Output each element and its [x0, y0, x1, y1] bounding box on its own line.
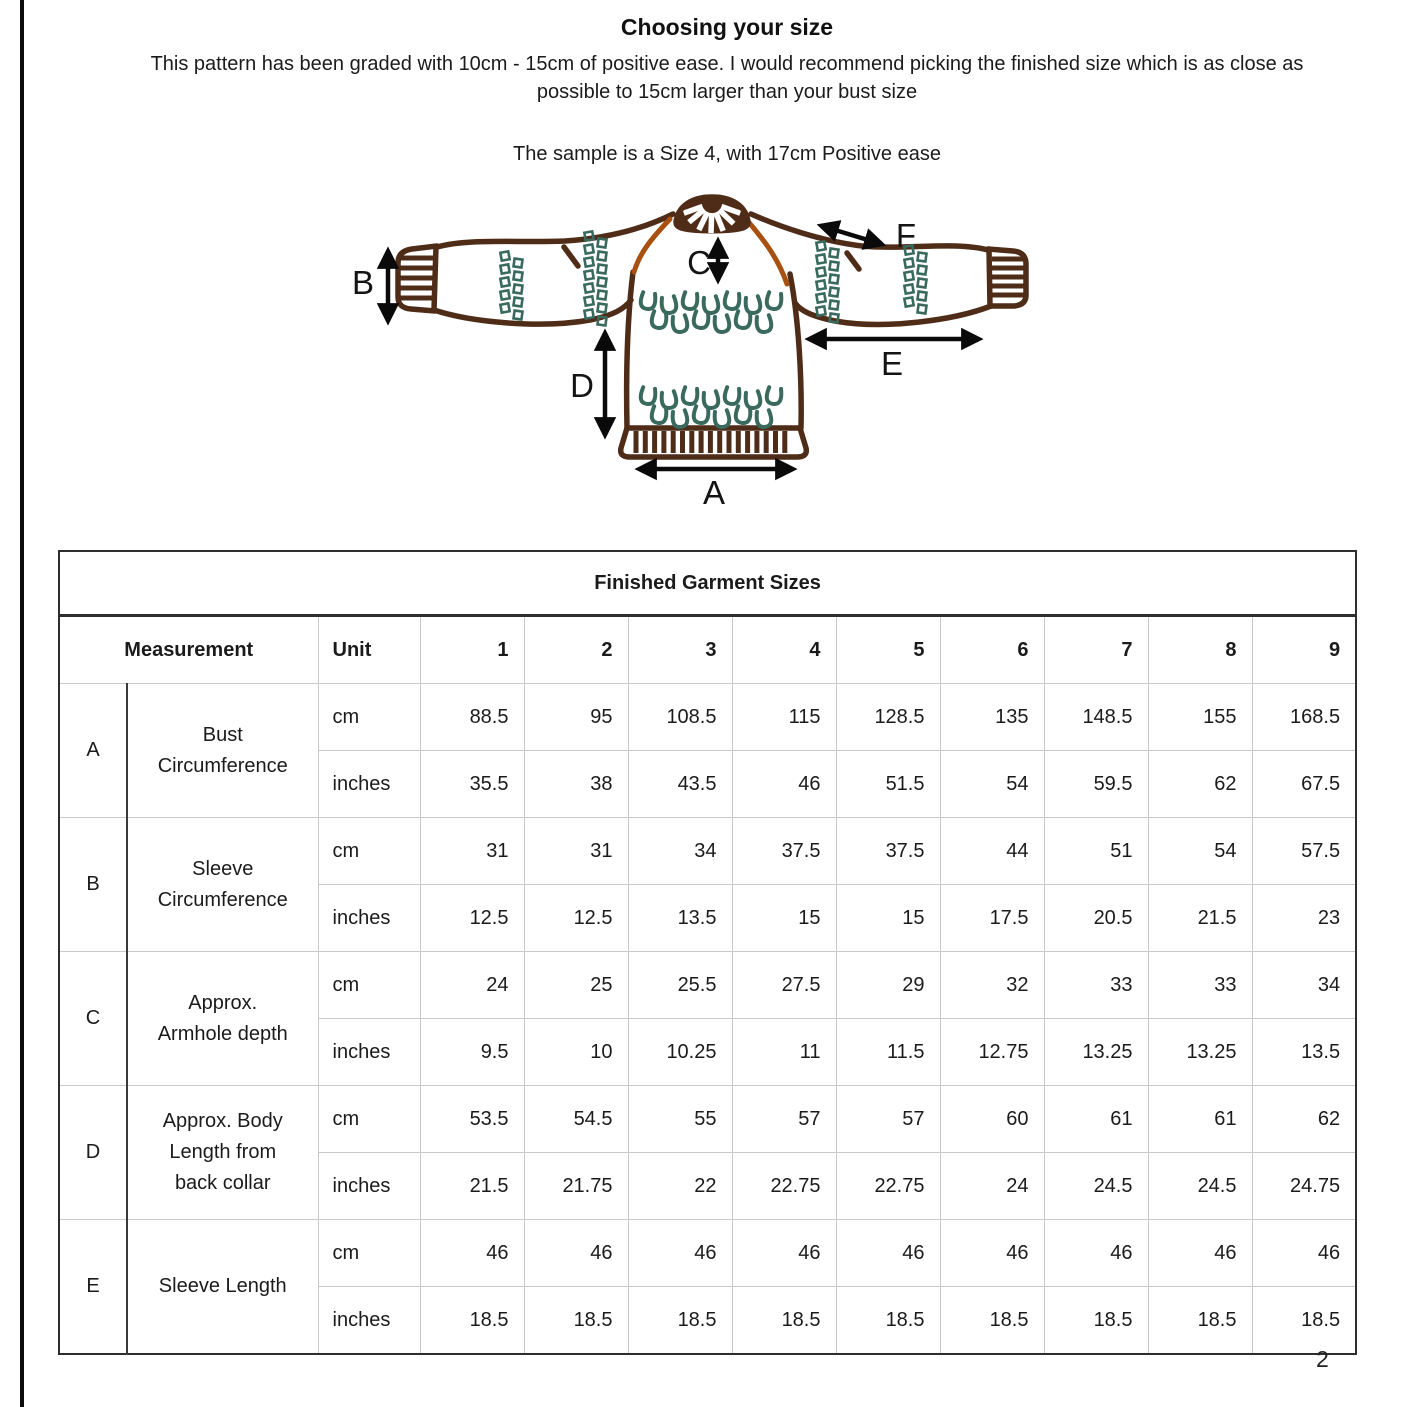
measurement-name: Approx. Armhole depth	[127, 952, 318, 1086]
size-value-cell: 46	[732, 1220, 836, 1287]
size-value-cell: 12.75	[940, 1019, 1044, 1086]
size-value-cell: 31	[524, 818, 628, 885]
size-value-cell: 55	[628, 1086, 732, 1153]
row-letter: D	[59, 1086, 127, 1220]
size-value-cell: 9.5	[420, 1019, 524, 1086]
size-value-cell: 17.5	[940, 885, 1044, 952]
page-edge-bar	[20, 0, 24, 1407]
size-value-cell: 46	[628, 1220, 732, 1287]
size-value-cell: 18.5	[628, 1287, 732, 1355]
table-row	[59, 952, 1356, 1019]
colorwork-motifs	[500, 231, 926, 428]
size-value-cell: 33	[1148, 952, 1252, 1019]
measurement-label-e: E	[880, 345, 904, 382]
size-value-cell: 51.5	[836, 751, 940, 818]
size-value-cell: 11	[732, 1019, 836, 1086]
size-value-cell: 155	[1148, 684, 1252, 751]
size-column-header: 2	[524, 616, 628, 684]
size-value-cell: 13.25	[1044, 1019, 1148, 1086]
size-value-cell: 20.5	[1044, 885, 1148, 952]
size-value-cell: 33	[1044, 952, 1148, 1019]
size-value-cell: 37.5	[836, 818, 940, 885]
sweater-schematic	[330, 180, 1040, 525]
size-value-cell: 13.5	[628, 885, 732, 952]
size-table	[58, 550, 1357, 1355]
size-value-cell: 18.5	[1044, 1287, 1148, 1355]
measurement-label-c: C	[687, 244, 711, 281]
size-value-cell: 57.5	[1252, 818, 1356, 885]
size-value-cell: 37.5	[732, 818, 836, 885]
shoulder-seam-left	[564, 247, 578, 266]
size-value-cell: 46	[1044, 1220, 1148, 1287]
intro-text: This pattern has been graded with 10cm - 15cm of positive ease. I would recommend picking the finished size which is as close as possible to 15cm larger than your bust size	[150, 53, 1304, 103]
size-column-header: 7	[1044, 616, 1148, 684]
size-value-cell: 13.25	[1148, 1019, 1252, 1086]
size-value-cell: 24	[420, 952, 524, 1019]
size-value-cell: 34	[628, 818, 732, 885]
size-value-cell: 31	[420, 818, 524, 885]
size-value-cell: 34	[1252, 952, 1356, 1019]
size-value-cell: 54	[940, 751, 1044, 818]
size-value-cell: 115	[732, 684, 836, 751]
size-value-cell: 18.5	[1148, 1287, 1252, 1355]
unit-cell: inches	[318, 1287, 420, 1355]
size-value-cell: 12.5	[524, 885, 628, 952]
size-value-cell: 46	[1148, 1220, 1252, 1287]
size-value-cell: 54	[1148, 818, 1252, 885]
cuff-ribbing-left	[400, 258, 433, 298]
size-column-header: 1	[420, 616, 524, 684]
size-value-cell: 24.5	[1044, 1153, 1148, 1220]
size-value-cell: 57	[836, 1086, 940, 1153]
size-column-header: 5	[836, 616, 940, 684]
sleeve-right	[751, 214, 1026, 324]
size-value-cell: 46	[420, 1220, 524, 1287]
size-value-cell: 11.5	[836, 1019, 940, 1086]
size-value-cell: 10	[524, 1019, 628, 1086]
unit-cell: cm	[318, 818, 420, 885]
size-value-cell: 21.75	[524, 1153, 628, 1220]
size-value-cell: 46	[732, 751, 836, 818]
size-value-cell: 46	[836, 1220, 940, 1287]
collar	[676, 197, 748, 233]
size-value-cell: 148.5	[1044, 684, 1148, 751]
unit-cell: cm	[318, 684, 420, 751]
size-value-cell: 135	[940, 684, 1044, 751]
table-row	[59, 1220, 1356, 1287]
unit-cell: cm	[318, 952, 420, 1019]
measurement-label-a: A	[702, 474, 726, 511]
row-letter: E	[59, 1220, 127, 1355]
table-row	[59, 1086, 1356, 1153]
size-value-cell: 46	[1252, 1220, 1356, 1287]
size-value-cell: 25	[524, 952, 628, 1019]
measurement-label-d: D	[570, 367, 594, 404]
size-value-cell: 32	[940, 952, 1044, 1019]
size-column-header: 6	[940, 616, 1044, 684]
measurement-column-header: Measurement	[59, 616, 318, 684]
size-value-cell: 46	[940, 1220, 1044, 1287]
size-value-cell: 21.5	[420, 1153, 524, 1220]
measurement-name: Sleeve Length	[127, 1220, 318, 1355]
unit-cell: inches	[318, 751, 420, 818]
size-value-cell: 22	[628, 1153, 732, 1220]
measurement-name: Bust Circumference	[127, 684, 318, 818]
table-title-row	[59, 551, 1356, 616]
table-body	[59, 684, 1356, 1355]
table-row	[59, 684, 1356, 751]
size-column-header: 3	[628, 616, 732, 684]
row-letter: A	[59, 684, 127, 818]
size-value-cell: 108.5	[628, 684, 732, 751]
size-value-cell: 18.5	[420, 1287, 524, 1355]
size-value-cell: 168.5	[1252, 684, 1356, 751]
cuff-ribbing-right	[992, 259, 1024, 295]
unit-cell: inches	[318, 1019, 420, 1086]
size-value-cell: 18.5	[732, 1287, 836, 1355]
size-value-cell: 38	[524, 751, 628, 818]
size-value-cell: 128.5	[836, 684, 940, 751]
size-value-cell: 53.5	[420, 1086, 524, 1153]
measurement-label-b: B	[351, 264, 375, 301]
size-value-cell: 24.75	[1252, 1153, 1356, 1220]
size-value-cell: 62	[1252, 1086, 1356, 1153]
size-value-cell: 27.5	[732, 952, 836, 1019]
size-value-cell: 67.5	[1252, 751, 1356, 818]
table-row	[59, 818, 1356, 885]
size-value-cell: 18.5	[524, 1287, 628, 1355]
row-letter: C	[59, 952, 127, 1086]
size-value-cell: 54.5	[524, 1086, 628, 1153]
measurement-name: Approx. Body Length from back collar	[127, 1086, 318, 1220]
unit-cell: cm	[318, 1086, 420, 1153]
size-value-cell: 13.5	[1252, 1019, 1356, 1086]
size-value-cell: 51	[1044, 818, 1148, 885]
size-value-cell: 46	[524, 1220, 628, 1287]
size-value-cell: 95	[524, 684, 628, 751]
size-value-cell: 35.5	[420, 751, 524, 818]
unit-cell: inches	[318, 885, 420, 952]
size-value-cell: 24	[940, 1153, 1044, 1220]
size-value-cell: 15	[836, 885, 940, 952]
size-value-cell: 18.5	[836, 1287, 940, 1355]
table-header-row	[59, 616, 1356, 684]
page-title: Choosing your size	[620, 14, 834, 40]
unit-column-header: Unit	[318, 616, 420, 684]
body	[621, 272, 807, 457]
measurement-label-f: F	[895, 217, 917, 254]
page-number: 2	[1316, 1346, 1329, 1372]
size-column-header: 9	[1252, 616, 1356, 684]
size-value-cell: 10.25	[628, 1019, 732, 1086]
size-value-cell: 88.5	[420, 684, 524, 751]
sample-note: The sample is a Size 4, with 17cm Positive ease	[513, 143, 941, 165]
size-value-cell: 62	[1148, 751, 1252, 818]
size-value-cell: 25.5	[628, 952, 732, 1019]
size-value-cell: 57	[732, 1086, 836, 1153]
size-value-cell: 24.5	[1148, 1153, 1252, 1220]
unit-cell: inches	[318, 1153, 420, 1220]
size-value-cell: 12.5	[420, 885, 524, 952]
page-header	[40, 14, 1414, 166]
measurement-name: Sleeve Circumference	[127, 818, 318, 952]
table-title: Finished Garment Sizes	[59, 551, 1356, 616]
size-value-cell: 44	[940, 818, 1044, 885]
size-value-cell: 43.5	[628, 751, 732, 818]
hem-ribbing	[636, 431, 785, 453]
size-column-header: 8	[1148, 616, 1252, 684]
unit-cell: cm	[318, 1220, 420, 1287]
size-value-cell: 61	[1044, 1086, 1148, 1153]
size-value-cell: 18.5	[1252, 1287, 1356, 1355]
size-value-cell: 59.5	[1044, 751, 1148, 818]
size-value-cell: 15	[732, 885, 836, 952]
size-value-cell: 29	[836, 952, 940, 1019]
size-value-cell: 60	[940, 1086, 1044, 1153]
shoulder-seam-right	[847, 253, 859, 269]
size-value-cell: 22.75	[836, 1153, 940, 1220]
size-value-cell: 18.5	[940, 1287, 1044, 1355]
size-value-cell: 23	[1252, 885, 1356, 952]
size-value-cell: 22.75	[732, 1153, 836, 1220]
size-value-cell: 61	[1148, 1086, 1252, 1153]
hem-band	[621, 428, 807, 457]
row-letter: B	[59, 818, 127, 952]
size-value-cell: 21.5	[1148, 885, 1252, 952]
size-column-header: 4	[732, 616, 836, 684]
